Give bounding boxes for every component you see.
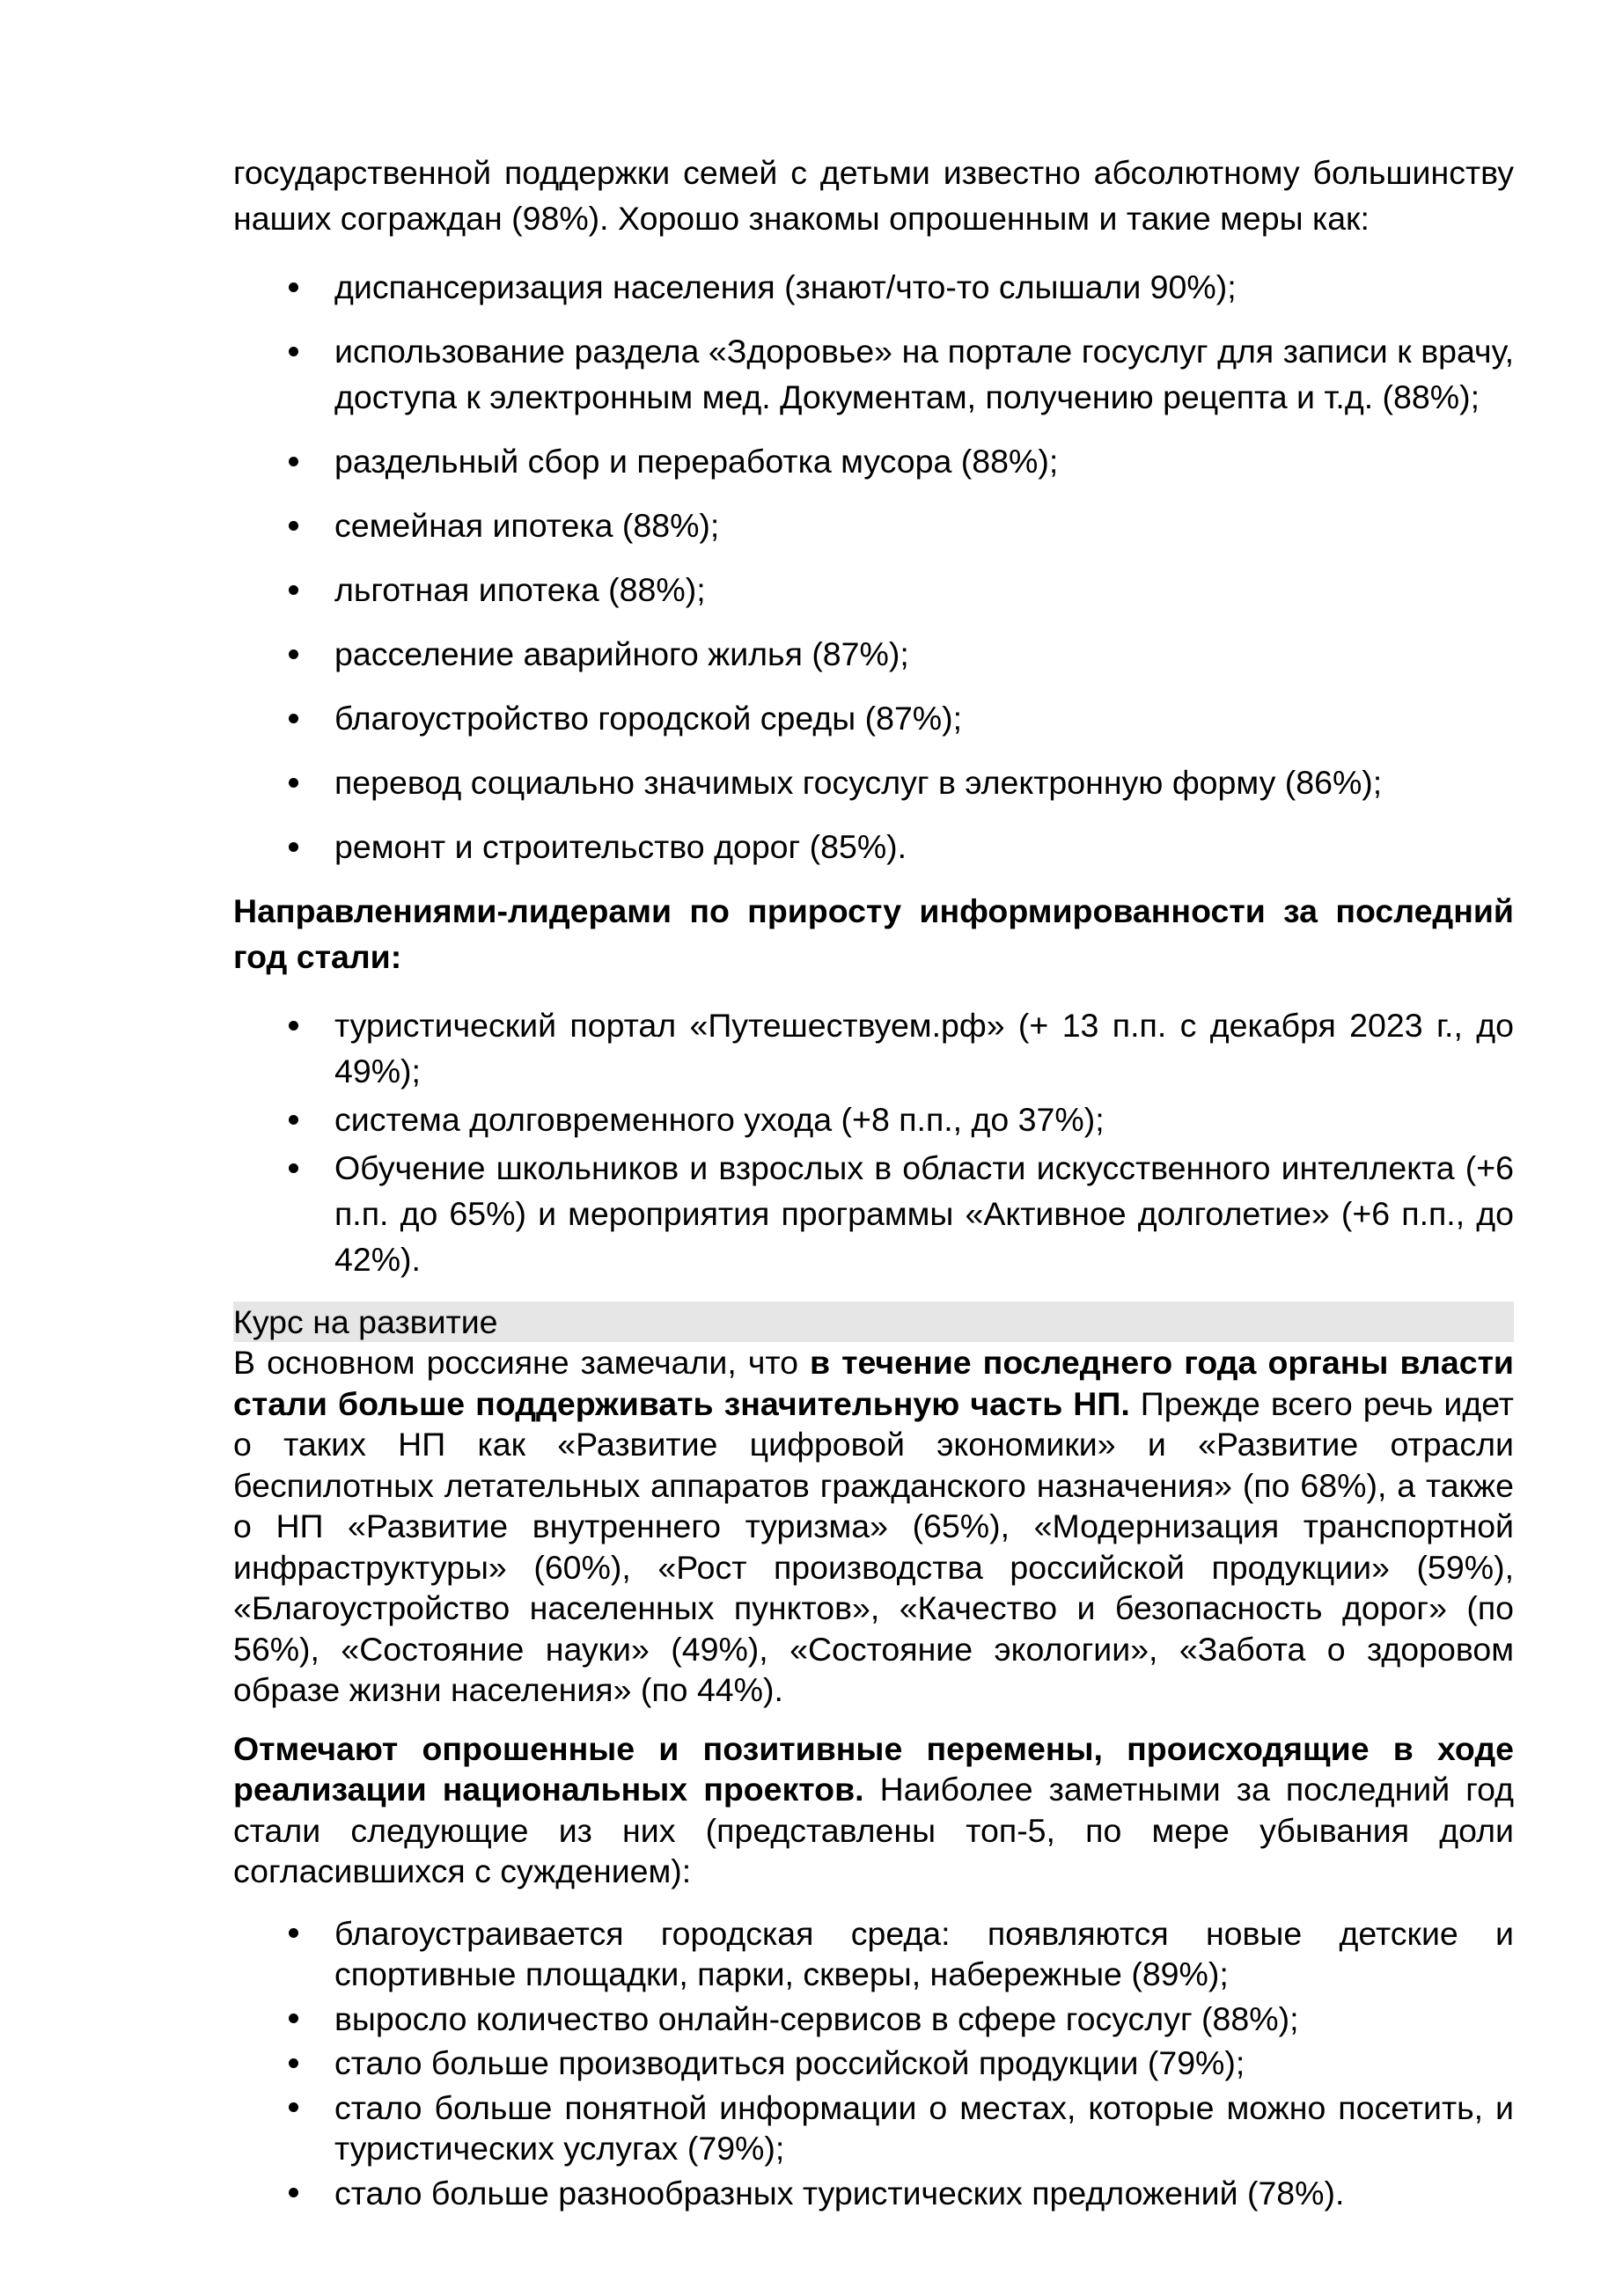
bullet-icon [284, 1145, 302, 1191]
list-item: ремонт и строительство дорог (85%). [233, 824, 1514, 869]
bullet-icon [284, 438, 302, 484]
bullet-icon [284, 1097, 302, 1142]
bullet-icon [284, 2173, 302, 2214]
list-item: туристический портал «Путешествуем.рф» (+ 13 п.п. с декабря 2023 г., до 49%); [233, 1002, 1514, 1094]
list-item: семейная ипотека (88%); [233, 502, 1514, 548]
leaders-heading: Направлениями-лидерами по приросту информированности за последний год стали: [233, 892, 1514, 975]
section-heading: Курс на развитие [233, 1302, 1514, 1342]
bullet-icon [284, 264, 302, 310]
bullet-icon [284, 2087, 302, 2129]
list-item: диспансеризация населения (знают/что-то слышали 90%); [233, 264, 1514, 310]
list-item: перевод социально значимых госуслуг в электронную форму (86%); [233, 759, 1514, 805]
list-item: Обучение школьников и взрослых в области искусственного интеллекта (+6 п.п. до 65%) и мероприятия программы «Активное долголетие» (+6 п.п., до 42%). [233, 1145, 1514, 1282]
document-page [233, 150, 1514, 2217]
list-item: стало больше производиться российской продукции (79%); [233, 2043, 1514, 2084]
list-item: стало больше понятной информации о местах, которые можно посетить, и туристических услугах (79%); [233, 2087, 1514, 2169]
bullet-icon [284, 567, 302, 613]
intro-paragraph: государственной поддержки семей с детьми известно абсолютному большинству наших сограждан (98%). Хорошо знакомы опрошенным и такие меры как: [233, 154, 1514, 237]
bullet-icon [284, 1913, 302, 1955]
bullet-icon [284, 631, 302, 677]
list-item: раздельный сбор и переработка мусора (88%); [233, 438, 1514, 484]
bullet-icon [284, 328, 302, 374]
bullet-icon [284, 1999, 302, 2040]
bullet-icon [284, 1002, 302, 1048]
bullet-icon [284, 2043, 302, 2084]
list-item: расселение аварийного жилья (87%); [233, 631, 1514, 677]
list-item: выросло количество онлайн-сервисов в сфере госуслуг (88%); [233, 1999, 1514, 2040]
known-measures-list [233, 264, 1514, 869]
bullet-icon [284, 695, 302, 741]
bullet-icon [284, 759, 302, 805]
list-item: использование раздела «Здоровье» на портале госуслуг для записи к врачу, доступа к электронным мед. Документам, получению рецепта и т.д. (88%); [233, 328, 1514, 420]
leaders-list [233, 1002, 1514, 1282]
list-item: стало больше разнообразных туристических предложений (78%). [233, 2173, 1514, 2214]
positive-changes-paragraph: Отмечают опрошенные и позитивные перемены, происходящие в ходе реализации национальных проектов. Наиболее заметными за последний год стали следующие из них (представлены топ-5, по мере убывания доли согласившихся с суждением): [233, 1729, 1515, 1889]
list-item: благоустраивается городская среда: появляются новые детские и спортивные площадки, парки, скверы, набережные (89%); [233, 1913, 1514, 1995]
list-item: благоустройство городской среды (87%); [233, 695, 1514, 741]
list-item: система долговременного ухода (+8 п.п., до 37%); [233, 1097, 1514, 1142]
bullet-icon [284, 824, 302, 869]
list-item: льготная ипотека (88%); [233, 567, 1514, 613]
positive-changes-list [233, 1913, 1514, 2214]
course-paragraph: В основном россияне замечали, что в течение последнего года органы власти стали больше поддерживать значительную часть НП. Прежде всего речь идет о таких НП как «Развитие цифровой экономики» и «Развитие отрасли беспилотных летательных аппаратов гражданского назначения» (по 68%), а также о НП «Развитие внутреннего туризма» (65%), «Модернизация транспортной инфраструктуры» (60%), «Рост производства российской продукции» (59%), «Благоустройство населенных пунктов», «Качество и безопасность дорог» (по 56%), «Состояние науки» (49%), «Состояние экологии», «Забота о здоровом образе жизни населения» (по 44%). [233, 1344, 1514, 1708]
bullet-icon [284, 502, 302, 548]
